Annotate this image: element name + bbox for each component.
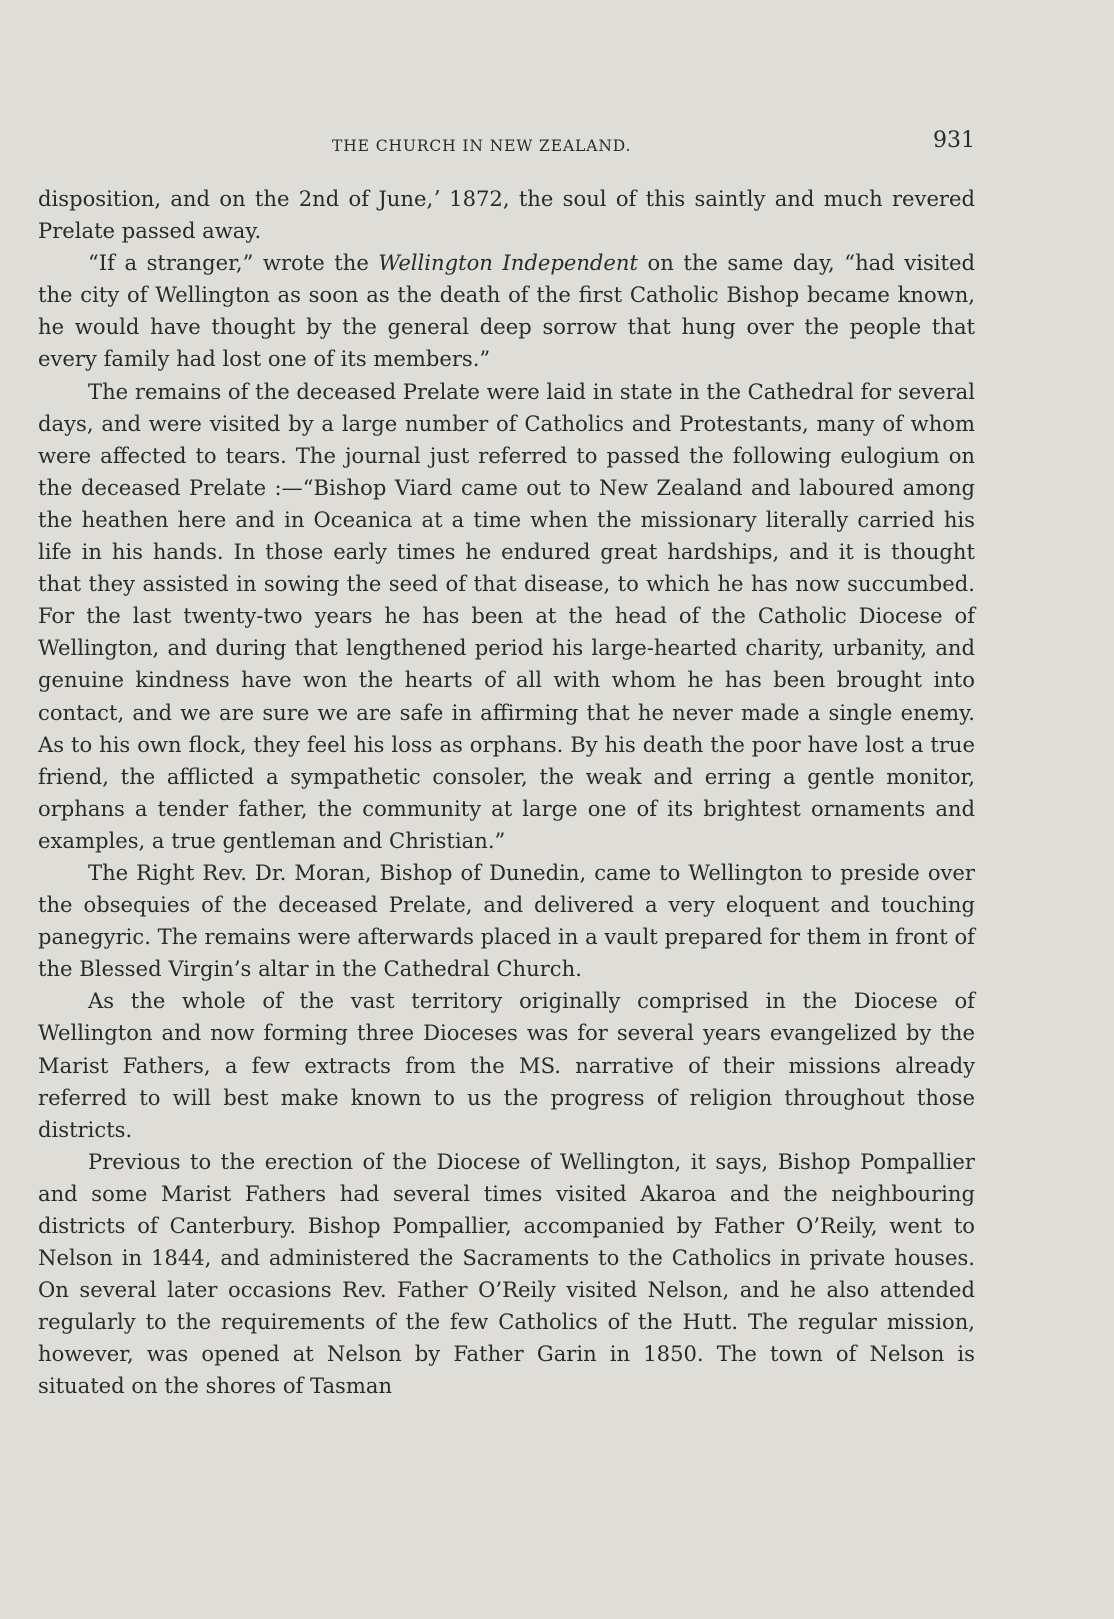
- paragraph-newspaper-quote: [38, 247, 975, 375]
- page-header: [38, 128, 975, 168]
- page-body: [38, 183, 975, 1403]
- paragraph-lying-in-state: The remains of the deceased Prelate were laid in state in the Cathedral for several days, and were visited by a large number of Catholics and Protestants, many of whom were affected to tears. The journal just referred to passed the following eulogium on the deceased Prelate :—“Bishop Viard came out to New Zealand and laboured among the heathen here and in Oceanica at a time when the missionary literally carried his life in his hands. In those early times he endured great hardships, and it is thought that they assisted in sowing the seed of that disease, to which he has now succumbed. For the last twenty-two years he has been at the head of the Catholic Diocese of Wellington, and during that lengthened period his large-hearted charity, urbanity, and genuine kindness have won the hearts of all with whom he has been brought into contact, and we are sure we are safe in affirming that he never made a single enemy. As to his own flock, they feel his loss as orphans. By his death the poor have lost a true friend, the afflicted a sympathetic consoler, the weak and erring a gentle monitor, orphans a tender father, the community at large one of its brightest ornaments and examples, a true gentleman and Christian.”: [38, 378, 975, 853]
- paragraph-nelson-mission: Previous to the erection of the Diocese of Wellington, it says, Bishop Pompallier and some Marist Fathers had several times visited Akaroa and the neighbouring districts of Canterbury. Bishop Pompallier, accompanied by Father O’Reily, went to Nelson in 1844, and administered the Sacraments to the Catholics in private houses. On several later occasions Rev. Father O’Reily visited Nelson, and he also attended regularly to the requirements of the few Catholics of the Hutt. The regular mission, however, was opened at Nelson by Father Garin in 1850. The town of Nelson is situated on the shores of Tasman: [38, 1148, 975, 1399]
- running-title: THE CHURCH IN NEW ZEALAND.: [332, 137, 632, 155]
- newspaper-title: Wellington Independent: [378, 250, 638, 276]
- paragraph-death-of-prelate: disposition, and on the 2nd of June,ʼ 1872, the soul of this saintly and much revered Prelate passed away.: [38, 186, 975, 244]
- paragraph-obsequies: The Right Rev. Dr. Moran, Bishop of Dunedin, came to Wellington to preside over the obsequies of the deceased Prelate, and delivered a very eloquent and touching panegyric. The remains were afterwards placed in a vault prepared for them in front of the Blessed Virgin’s altar in the Cathedral Church.: [38, 859, 975, 982]
- page-number: 931: [933, 128, 975, 153]
- paragraph-marist-fathers: As the whole of the vast territory originally comprised in the Diocese of Wellington and now forming three Dioceses was for several years evangelized by the Marist Fathers, a few extracts from the MS. narrative of their missions already referred to will best make known to us the progress of religion throughout those districts.: [38, 988, 975, 1142]
- quote-intro-text: “If a stranger,” wrote the: [88, 250, 379, 276]
- quote-body-text: on the same day, “had visited the city of Wellington as soon as the death of the first Catholic Bishop became known, he would have thought by the general deep sorrow that hung over the people that every family had lost one of its members.”: [38, 250, 975, 372]
